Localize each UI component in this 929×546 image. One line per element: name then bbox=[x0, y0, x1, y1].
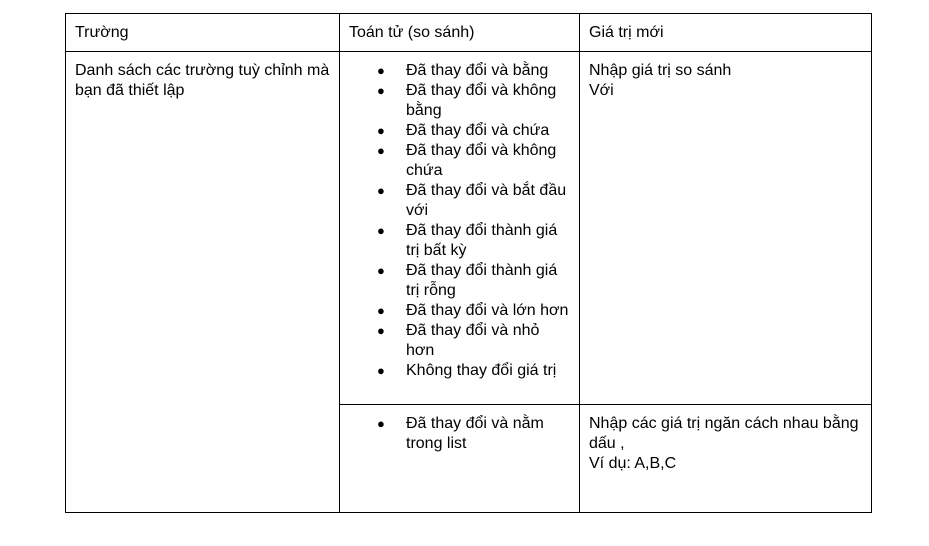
bullet-icon: ● bbox=[377, 303, 385, 318]
list-item: ● Đã thay đổi và nằm trong list bbox=[377, 415, 544, 452]
bullet-icon: ● bbox=[377, 123, 385, 138]
operator-table bbox=[65, 13, 872, 513]
value-line: Ví dụ: A,B,C bbox=[589, 455, 677, 472]
value-cell bbox=[580, 52, 872, 405]
header-new-value: Giá trị mới bbox=[580, 14, 872, 52]
bullet-icon: ● bbox=[377, 183, 385, 198]
list-item: ● Đã thay đổi và chứa bbox=[377, 122, 550, 139]
bullet-icon: ● bbox=[377, 83, 385, 98]
operator-list bbox=[349, 61, 570, 381]
list-item: ● Đã thay đổi và bắt đầu với bbox=[377, 182, 567, 219]
list-item: ● Đã thay đổi và lớn hơn bbox=[377, 302, 569, 319]
list-item: ● Không thay đổi giá trị bbox=[377, 362, 557, 379]
field-description: Danh sách các trường tuỳ chỉnh mà bạn đã thiết lập bbox=[75, 62, 330, 99]
table-header-row bbox=[66, 14, 872, 52]
header-field: Trường bbox=[66, 14, 340, 52]
bullet-icon: ● bbox=[377, 63, 385, 78]
bullet-icon: ● bbox=[377, 223, 385, 238]
list-item: ● Đã thay đổi và nhỏ hơn bbox=[377, 322, 540, 359]
list-item: ● Đã thay đổi và không bằng bbox=[377, 82, 557, 119]
operator-cell bbox=[340, 52, 580, 405]
field-description-cell bbox=[66, 52, 340, 513]
value-line: Nhập giá trị so sánh bbox=[589, 62, 732, 79]
bullet-icon: ● bbox=[377, 323, 385, 338]
operator-cell bbox=[340, 405, 580, 513]
list-item: ● Đã thay đổi thành giá trị rỗng bbox=[377, 262, 558, 299]
table-row bbox=[66, 52, 872, 405]
value-cell bbox=[580, 405, 872, 513]
value-line: Nhập các giá trị ngăn cách nhau bằng dấu , bbox=[589, 415, 859, 452]
header-operator: Toán tử (so sánh) bbox=[340, 14, 580, 52]
bullet-icon: ● bbox=[377, 263, 385, 278]
bullet-icon: ● bbox=[377, 363, 385, 378]
list-item: ● Đã thay đổi và bằng bbox=[377, 62, 549, 79]
bullet-icon: ● bbox=[377, 416, 385, 431]
value-line: Với bbox=[589, 82, 614, 99]
list-item: ● Đã thay đổi và không chứa bbox=[377, 142, 557, 179]
operator-list bbox=[349, 414, 570, 454]
bullet-icon: ● bbox=[377, 143, 385, 158]
list-item: ● Đã thay đổi thành giá trị bất kỳ bbox=[377, 222, 558, 259]
